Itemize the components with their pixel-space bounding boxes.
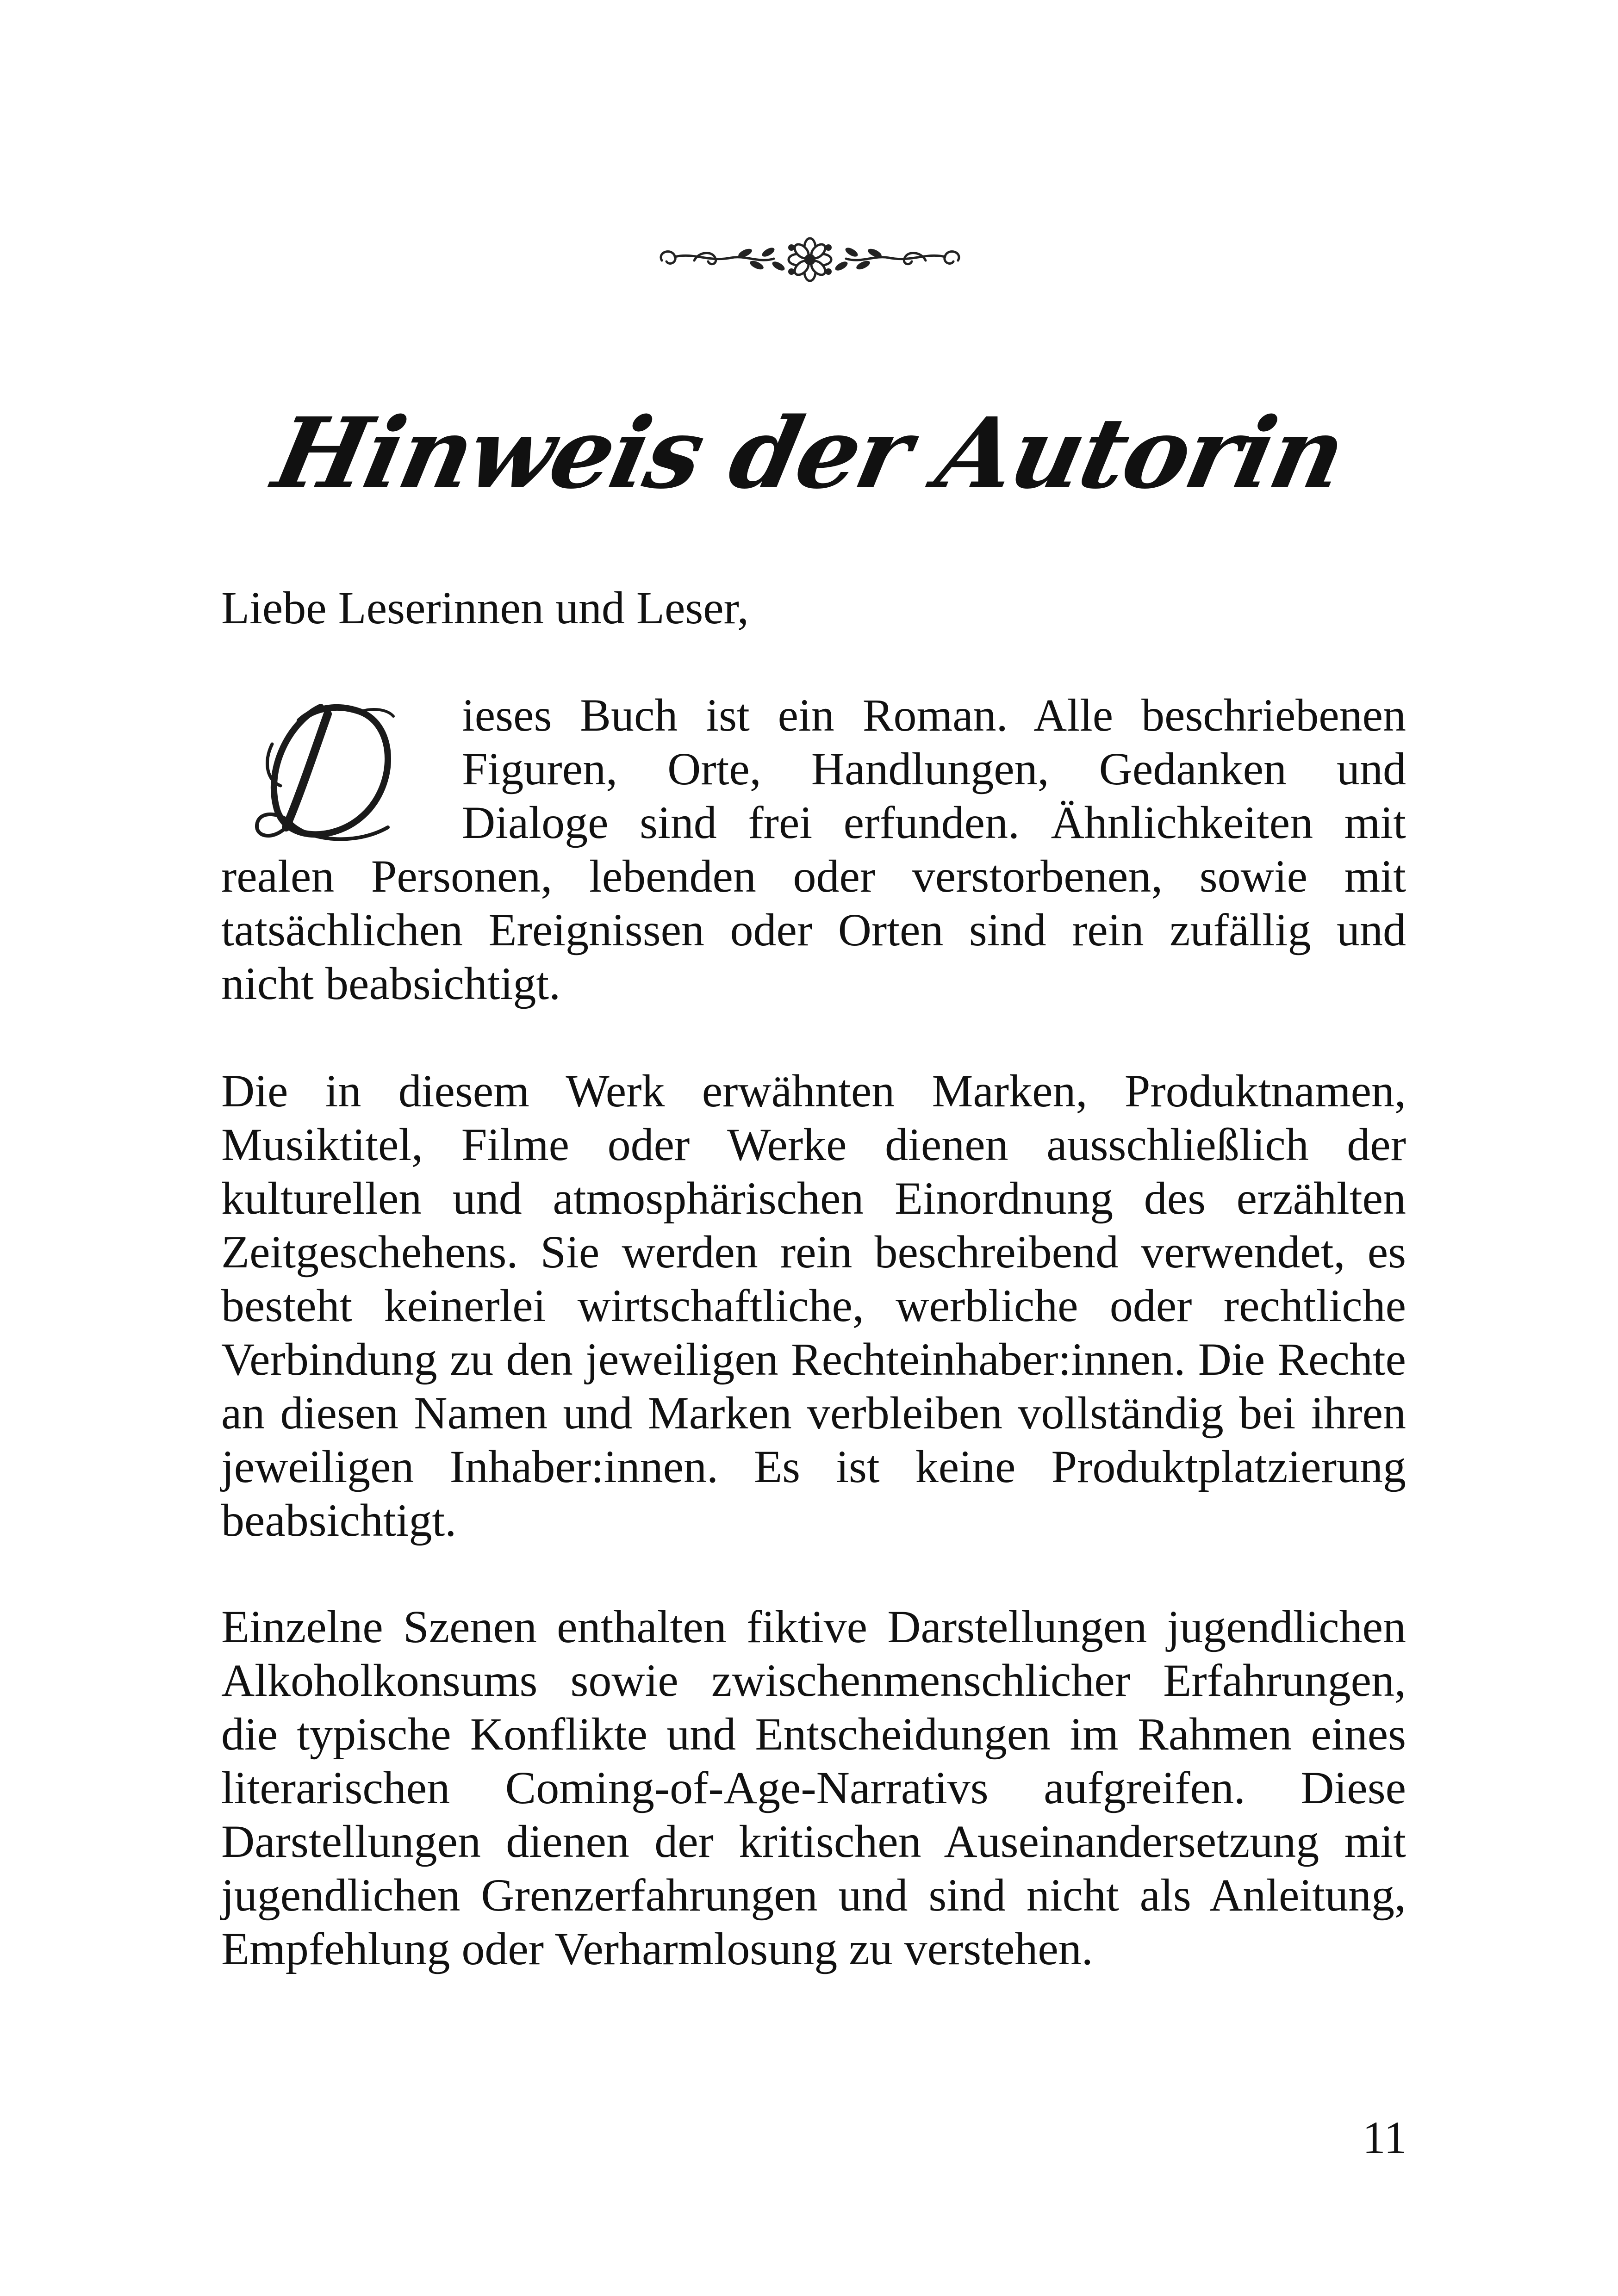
floral-flourish-divider-icon [653, 234, 967, 285]
drop-cap [221, 689, 462, 850]
salutation: Liebe Leserinnen und Leser, [221, 582, 749, 633]
paragraph-1 [221, 689, 1406, 1011]
paragraph-2: Die in diesem Werk erwähnten Marken, Produktnamen, Musiktitel, Filme oder Werke dienen ausschließlich der kulturellen und atmosphärischen Einordnung des erzählten Zeitgeschehens. Sie werden rein beschreibend verwendet, es besteht keinerlei wirtschaftliche, werbliche oder rechtliche Verbindung zu den jeweiligen Rechteinhaber:innen. Die Rechte an diesen Namen und Marken verbleiben vollständig bei ihren jeweiligen Inhaber:innen. Es ist keine Produktplatzierung beabsichtigt. [221, 1065, 1406, 1546]
paragraph-1-text: ieses Buch ist ein Roman. Alle beschriebenen Figuren, Orte, Handlungen, Gedanken und Dialoge sind frei erfunden. Ähnlichkeiten mit realen Personen, lebenden oder verstorbenen, sowie mit tatsächlichen Ereignissen oder Orten sind rein zufällig und nicht beabsichtigt. [221, 689, 1406, 1009]
page-title: Hinweis der Autorin [264, 396, 1354, 510]
page-number: 11 [1362, 2112, 1407, 2163]
paragraph-3: Einzelne Szenen enthalten fiktive Darstellungen jugendlichen Alkoholkonsums sowie zwischenmenschlicher Erfahrungen, die typische Konflikte und Entscheidungen im Rahmen eines literarischen Coming-of-Age-Narrativs aufgreifen. Diese Darstellungen dienen der kritischen Auseinandersetzung mit jugendlichen Grenzerfahrungen und sind nicht als Anleitung, Empfehlung oder Verharmlosung zu verstehen. [221, 1601, 1406, 1974]
